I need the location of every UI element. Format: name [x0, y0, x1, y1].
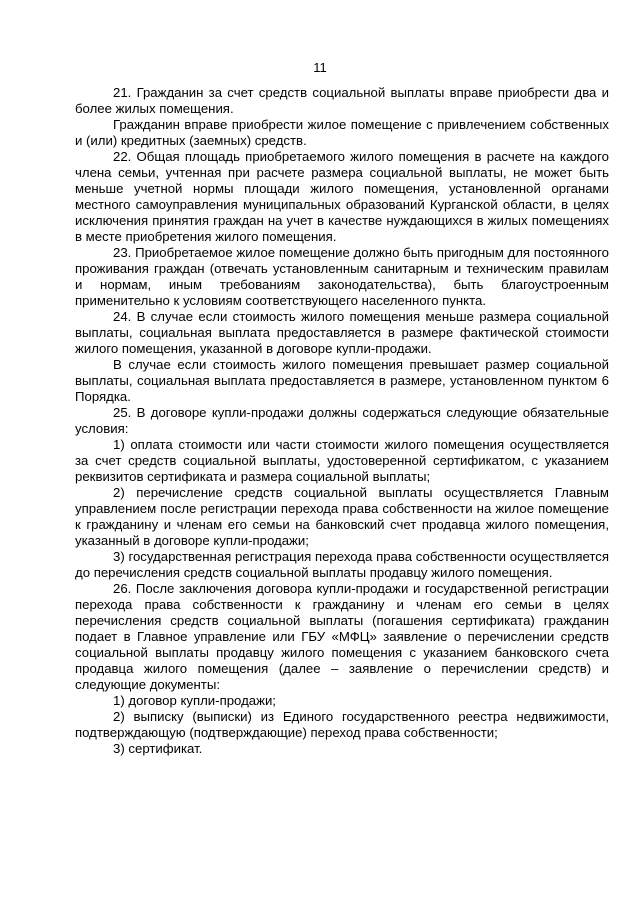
paragraph-22: 22. Общая площадь приобретаемого жилого помещения в расчете на каждого члена семьи, учтенная при расчете размера социальной выплаты, не может быть меньше учетной нормы площади жилого помещения, установленной органами местного самоуправления муниципальных образований Курганской области, в целях исключения принятия граждан на учет в качестве нуждающихся в жилых помещениях в месте приобретения жилого помещения.: [75, 149, 609, 244]
document-body: [75, 85, 609, 757]
paragraph-25-item-1: 1) оплата стоимости или части стоимости жилого помещения осуществляется за счет средств социальной выплаты, удостоверенной сертификатом, с указанием реквизитов сертификата и размера социальной выплаты;: [75, 437, 609, 484]
paragraph-25-item-3: 3) государственная регистрация перехода права собственности осуществляется до перечисления средств социальной выплаты продавцу жилого помещения.: [75, 549, 609, 580]
paragraph-24-2: В случае если стоимость жилого помещения превышает размер социальной выплаты, социальная выплата предоставляется в размере, установленном пунктом 6 Порядка.: [75, 357, 609, 404]
paragraph-26-item-2: 2) выписку (выписки) из Единого государственного реестра недвижимости, подтверждающую (подтверждающие) переход права собственности;: [75, 709, 609, 740]
paragraph-26-item-1: 1) договор купли-продажи;: [113, 693, 276, 708]
paragraph-25: 25. В договоре купли-продажи должны содержаться следующие обязательные условия:: [75, 405, 609, 436]
paragraph-23: 23. Приобретаемое жилое помещение должно быть пригодным для постоянного проживания граждан (отвечать установленным санитарным и техническим правилам и нормам, иным требованиям законодательства), быть благоустроенным применительно к условиям соответствующего населенного пункта.: [75, 245, 609, 308]
paragraph-24: 24. В случае если стоимость жилого помещения меньше размера социальной выплаты, социальная выплата предоставляется в размере фактической стоимости жилого помещения, указанной в договоре купли-продажи.: [75, 309, 609, 356]
paragraph-21: 21. Гражданин за счет средств социальной выплаты вправе приобрести два и более жилых помещения.: [75, 85, 609, 116]
paragraph-25-item-2: 2) перечисление средств социальной выплаты осуществляется Главным управлением после регистрации перехода права собственности на жилое помещение к гражданину и членам его семьи на банковский счет продавца жилого помещения, указанный в договоре купли-продажи;: [75, 485, 609, 548]
paragraph-21-2: Гражданин вправе приобрести жилое помещение с привлечением собственных и (или) кредитных (заемных) средств.: [75, 117, 609, 148]
page-number: 11: [313, 60, 327, 75]
paragraph-26-item-3: 3) сертификат.: [113, 741, 203, 756]
paragraph-26: 26. После заключения договора купли-продажи и государственной регистрации перехода права собственности к гражданину и членам его семьи в целях перечисления средств социальной выплаты (погашения сертификата) гражданин подает в Главное управление или ГБУ «МФЦ» заявление о перечислении средств социальной выплаты продавцу жилого помещения с указанием банковского счета продавца жилого помещения (далее – заявление о перечислении средств) и следующие документы:: [75, 581, 609, 692]
